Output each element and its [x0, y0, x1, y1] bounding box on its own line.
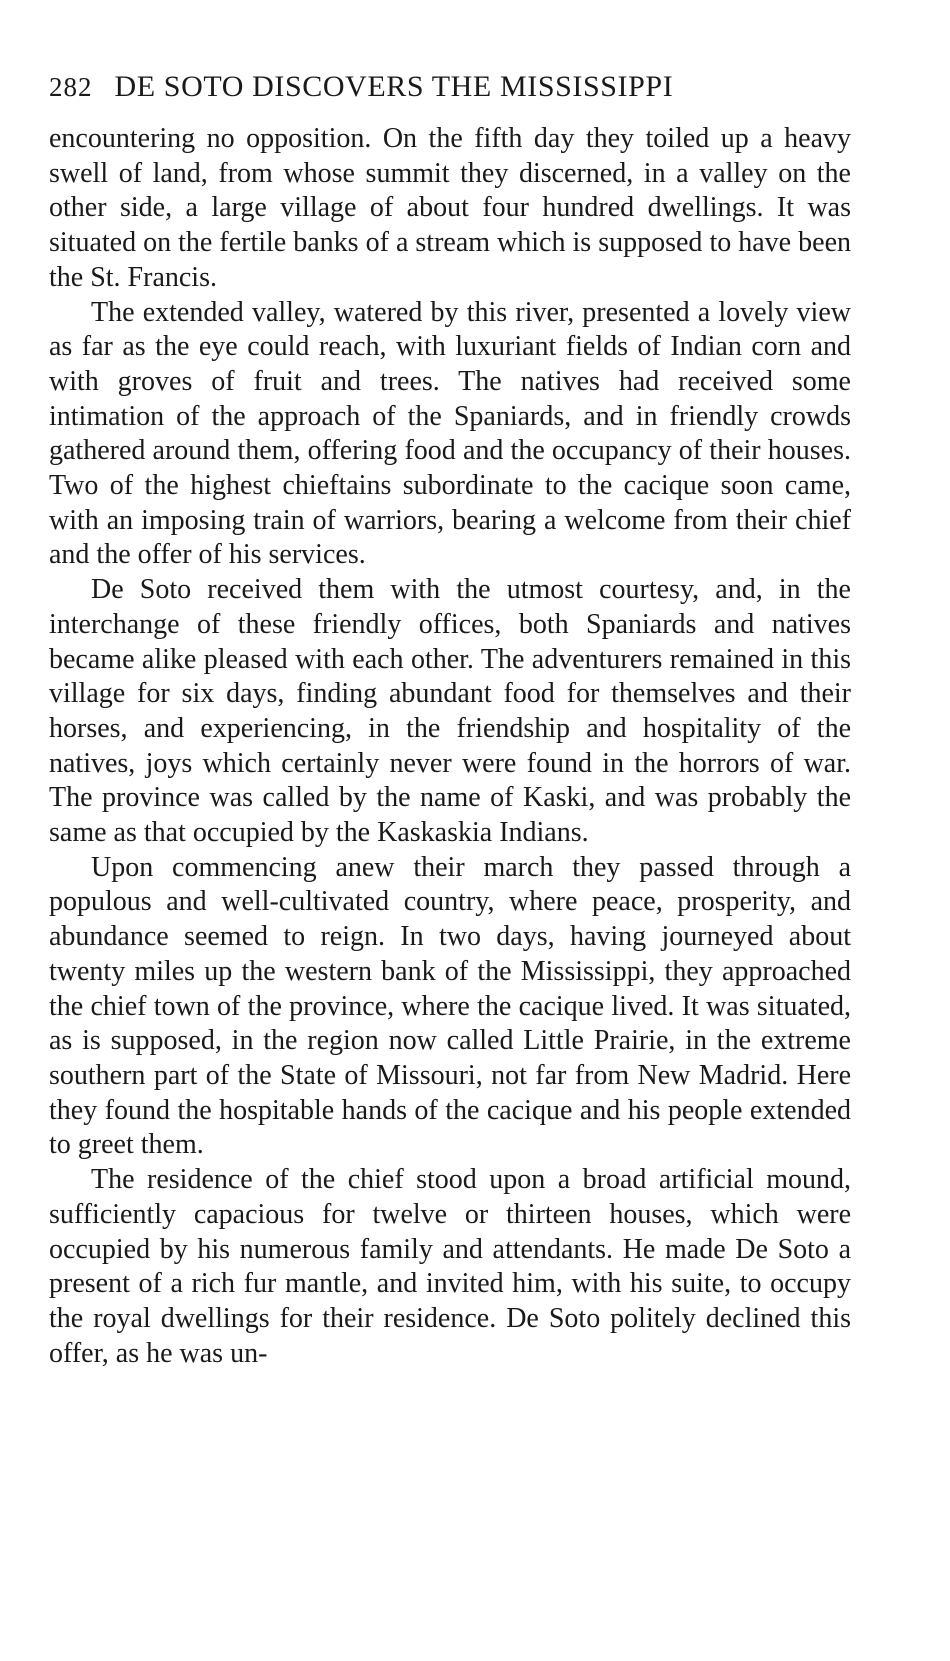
page-number: 282 — [49, 72, 93, 102]
paragraph: The residence of the chief stood upon a broad artificial mound, sufficiently capacious for twelve or thirteen houses, which were occupied by his numerous family and attendants. He made De Soto a present of a rich fur mantle, and invited him, with his suite, to occupy the royal dwellings for their residence. De Soto politely declined this offer, as he was un- — [49, 1164, 851, 1369]
paragraph: Upon commencing anew their march they passed through a populous and well-cultivated country, where peace, prosperity, and abundance seemed to reign. In two days, having journeyed about twenty miles up the western bank of the Mississippi, they approached the chief town of the province, where the cacique lived. It was situated, as is supposed, in the region now called Little Prairie, in the extreme southern part of the State of Missouri, not far from New Madrid. Here they found the hospitable hands of the cacique and his people extended to greet them. — [49, 851, 851, 1161]
paragraph: De Soto received them with the utmost courtesy, and, in the interchange of these friendly offices, both Spaniards and natives became alike pleased with each other. The adventurers remained in this village for six days, finding abundant food for themselves and their horses, and experiencing, in the friendship and hospitality of the natives, joys which certainly never were found in the horrors of war. The province was called by the name of Kaski, and was probably the same as that occupied by the Kaskaskia Indians. — [49, 574, 851, 849]
running-title: DE SOTO DISCOVERS THE MISSISSIPPI — [114, 70, 674, 103]
body-text — [49, 122, 851, 1371]
running-head — [49, 70, 851, 114]
paragraph-continued: encountering no opposition. On the fifth day they toiled up a heavy swell of land, from whose summit they discerned, in a valley on the other side, a large village of about four hundred dwellings. It was situated on the fertile banks of a stream which is supposed to have been the St. Francis. — [49, 123, 851, 293]
paragraph: The extended valley, watered by this river, presented a lovely view as far as the eye could reach, with luxuriant fields of Indian corn and with groves of fruit and trees. The natives had received some intimation of the approach of the Spaniards, and in friendly crowds gathered around them, offering food and the occupancy of their houses. Two of the highest chieftains subordinate to the cacique soon came, with an imposing train of warriors, bearing a welcome from their chief and the offer of his services. — [49, 296, 851, 571]
book-page — [49, 70, 851, 1371]
